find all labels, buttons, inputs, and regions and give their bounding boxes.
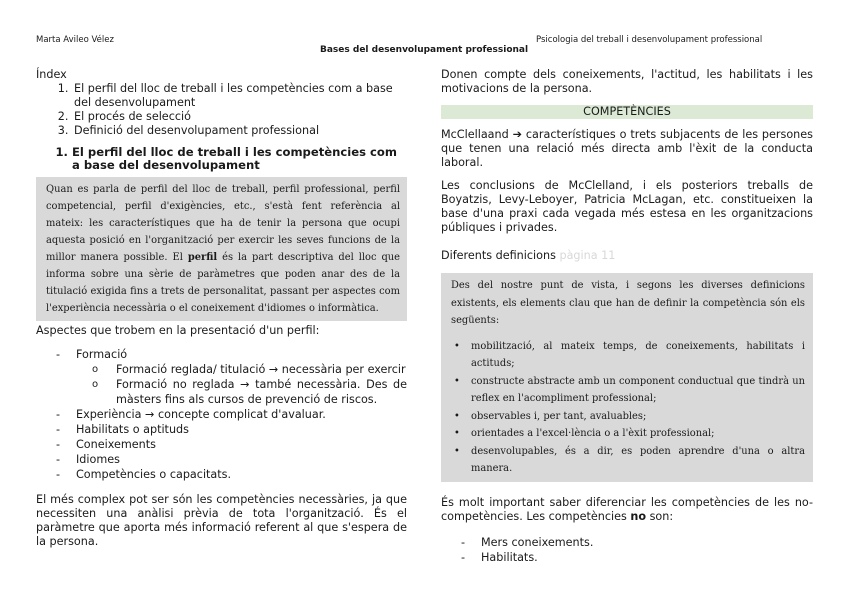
- intro-paragraph: Donen compte dels coneixements, l'actitud, les habilitats i les motivacions de la persona.: [441, 68, 813, 95]
- conclusions-paragraph: Les conclusions de McClelland, i els posteriors treballs de Boyatzis, Levy-Leboyer, Patricia McLagan, etc. constitueixen la base d'una praxi cada vegada més estesa en les organitzacions públiques i privades.: [441, 179, 813, 234]
- section-heading: [36, 146, 407, 172]
- list-item: - Habilitats.: [441, 550, 813, 565]
- closing-paragraph: El més complex pot ser són les competències necessàries, ja que necessiten una anàlisi prèvia de tota l'organització. És el paràmetre que aporta més informació referent al que s'espera de la persona.: [36, 493, 407, 548]
- sublist-item: o Formació no reglada → també necessària. Des de màsters fins als cursos de prevenció de riscos.: [76, 377, 407, 407]
- competencies-band: COMPETÈNCIES: [441, 105, 813, 119]
- list-item: • constructe abstracte amb un component conductual que tindrà un reflex en l'acompliment professional;: [451, 373, 805, 408]
- quote-intro: Des del nostre punt de vista, i segons les diverses definicions existents, els elements clau que han de definir la competència són els següents:: [451, 280, 805, 326]
- index-item: 1. El perfil del lloc de treball i les competències com a base del desenvolupament: [72, 82, 407, 110]
- index-list: [36, 82, 407, 138]
- important-paragraph: [441, 496, 813, 524]
- quote-bold-term: perfil: [187, 252, 218, 263]
- quote-text: és la part descriptiva del lloc que informa sobre una sèrie de paràmetres que poden anar des de la titulació exigida fins a trets de personalitat, passant per aspectes com l'experiència necessària o el coneixement d'idiomes o informàtica.: [46, 252, 401, 314]
- important-bold: no: [630, 509, 647, 523]
- important-text: son:: [646, 509, 674, 523]
- list-item: - Experiència → concepte complicat d'avaluar.: [36, 407, 407, 422]
- not-competencies-list: [441, 535, 813, 565]
- index-item: 2. El procés de selecció: [72, 110, 407, 124]
- quote-text: Quan es parla de perfil del lloc de treball, perfil professional, perfil competencial, perfil d'exigències, etc., s'està fent referència al mateix: les característiques que ha de tenir la persona que ocupi aquesta posició en l'organització per exercir les seves funcions de la millor manera possible. El: [46, 184, 400, 263]
- list-item: • orientades a l'excel·lència o a l'èxit professional;: [451, 425, 805, 443]
- sublist-item: o Formació reglada/ titulació → necessària per exercir: [76, 362, 407, 377]
- header-course: Psicologia del treball i desenvolupament professional: [536, 35, 763, 45]
- list-item: - Competències o capacitats.: [36, 467, 407, 482]
- list-item: • mobilització, al mateix temps, de coneixements, habilitats i actituds;: [451, 338, 805, 373]
- list-item-label: Formació: [76, 348, 128, 361]
- aspects-list: [36, 347, 407, 482]
- mcclelland-paragraph: McClellaand ➔ característiques o trets subjacents de les persones que tenen una relació més directa amb l'èxit de la conducta laboral.: [441, 128, 813, 169]
- list-item: • observables i, per tant, avaluables;: [451, 408, 805, 426]
- formacio-sublist: [76, 362, 407, 407]
- header-title: Bases del desenvolupament professional: [320, 45, 529, 55]
- profile-quote-box: [36, 177, 407, 321]
- list-item: - Habilitats o aptituds: [36, 422, 407, 437]
- list-item: - Coneixements: [36, 437, 407, 452]
- list-item: - Mers coneixements.: [441, 535, 813, 550]
- definitions-line: [441, 249, 813, 263]
- important-text: És molt important saber diferenciar les competències de les no-competències. Les competències: [441, 495, 813, 523]
- header-author: Marta Avileo Vélez: [36, 35, 114, 45]
- list-item: • desenvolupables, és a dir, es poden aprendre d'una o altra manera.: [451, 443, 805, 478]
- aspects-intro: Aspectes que trobem en la presentació d'un perfil:: [36, 324, 320, 337]
- right-column: [441, 68, 813, 565]
- competency-quote-box: [441, 273, 813, 482]
- left-column: [36, 68, 407, 549]
- page-reference: pàgina 11: [559, 249, 616, 262]
- list-item: - Idiomes: [36, 452, 407, 467]
- definitions-label: Diferents definicions: [441, 249, 556, 262]
- index-item: 3. Definició del desenvolupament professional: [72, 124, 407, 138]
- list-item: [36, 347, 407, 407]
- index-title: Índex: [36, 68, 67, 81]
- section-heading-text: 1. El perfil del lloc de treball i les competències com a base del desenvolupament: [72, 146, 407, 172]
- competency-elements-list: [451, 338, 805, 478]
